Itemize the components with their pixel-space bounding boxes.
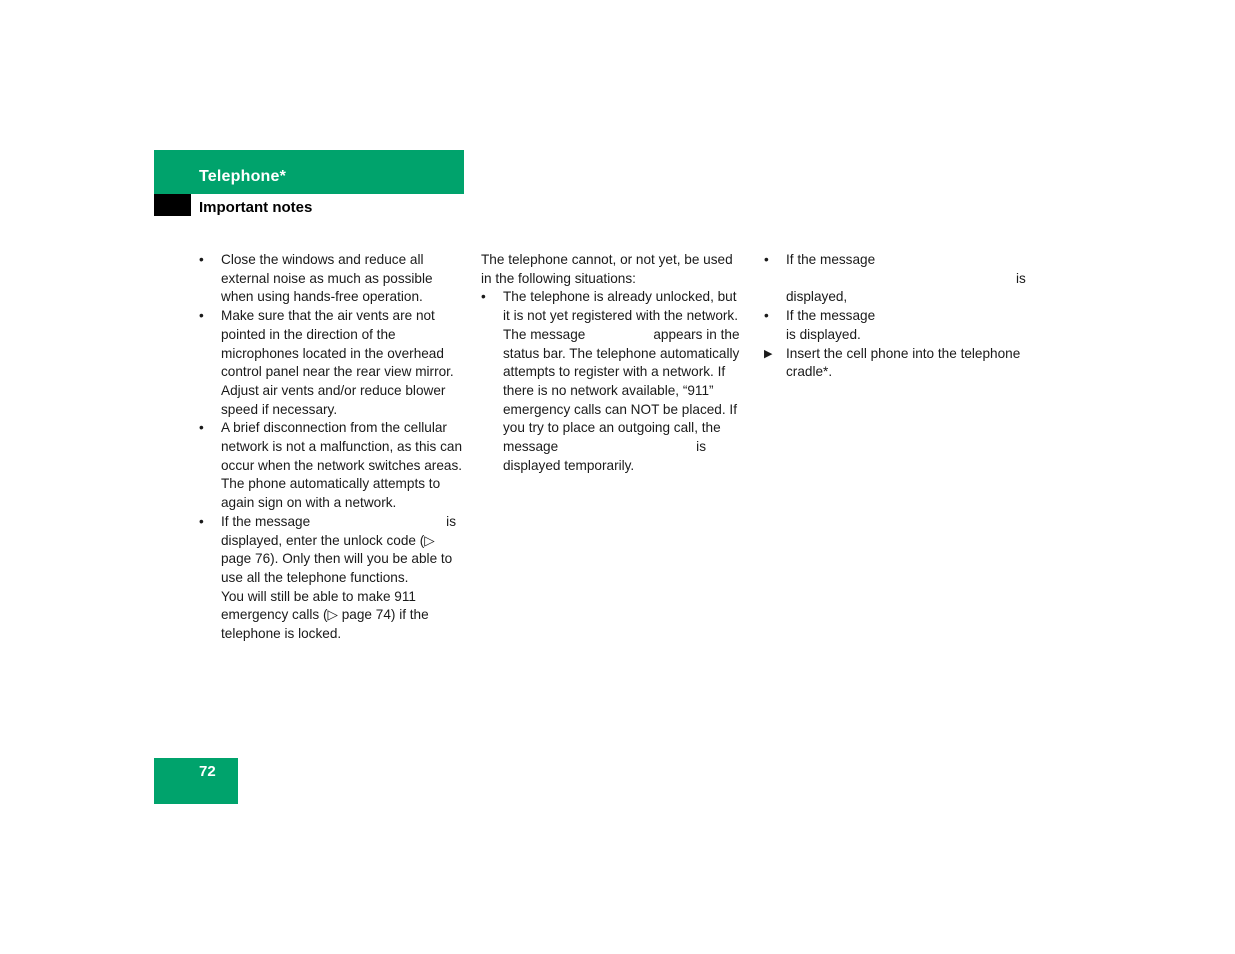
action-step bbox=[764, 345, 1030, 382]
list-item bbox=[481, 288, 747, 325]
list-item-text: If the message bbox=[786, 252, 876, 267]
list-item-text: If the message bbox=[786, 308, 876, 324]
list-item bbox=[199, 307, 465, 419]
arrow-right-icon: ▶ bbox=[764, 347, 773, 360]
note-text: is displayed temporarily. bbox=[503, 439, 706, 473]
list-item-text: If the message bbox=[221, 513, 311, 529]
bullet-icon: • bbox=[199, 308, 204, 324]
note-text: The message bbox=[503, 326, 586, 342]
subsection-title: Important notes bbox=[199, 199, 313, 216]
list-item-text: A brief disconnection from the cellular network is not a malfunction, as this can occur when the network switches areas. The phone automatically attempts to again sign on with a network. bbox=[221, 420, 463, 511]
list-item-text: The telephone is already unlocked, but it is not yet registered with the network. bbox=[503, 289, 738, 324]
list-item bbox=[764, 307, 1030, 344]
bullet-icon: • bbox=[199, 252, 204, 267]
list-item-text: is displayed, enter the unlock code (▷ page 76). Only then will you be able to use all the telephone functions. bbox=[221, 513, 456, 585]
bullet-icon: • bbox=[199, 420, 204, 436]
bullet-icon: • bbox=[481, 289, 486, 305]
text-column-3 bbox=[764, 251, 1030, 382]
action-step-text: Insert the cell phone into the telephone cradle*. bbox=[786, 345, 1021, 380]
list-item bbox=[764, 251, 1030, 307]
section-title: Telephone* bbox=[199, 168, 287, 185]
list-item-text: Close the windows and reduce all external noise as much as possible when using hands-free operation. bbox=[221, 252, 433, 305]
page-number: 72 bbox=[199, 763, 216, 780]
list-item-text: is displayed, bbox=[786, 270, 1026, 305]
subsection-marker bbox=[154, 194, 191, 216]
list-item-text: is displayed. bbox=[786, 326, 861, 342]
text-column-1 bbox=[199, 251, 465, 644]
bullet-icon: • bbox=[764, 308, 769, 324]
intro-paragraph: The telephone cannot, or not yet, be used in the following situations: bbox=[481, 252, 733, 286]
note-paragraph bbox=[481, 326, 747, 476]
list-item bbox=[199, 251, 465, 307]
list-item-text: Make sure that the air vents are not pointed in the direction of the microphones located in the overhead control panel near the rear view mirror. Adjust air vents and/or reduce blower speed if necessary. bbox=[221, 308, 454, 417]
note-text: appears in the status bar. The telephone automatically attempts to register with a network. If there is no network available, “911” emergency calls can NOT be placed. If you try to place an outgoing call, the message bbox=[503, 326, 740, 455]
text-column-2 bbox=[481, 251, 747, 475]
list-item bbox=[199, 419, 465, 513]
list-item bbox=[199, 513, 465, 588]
page-number-box bbox=[154, 758, 238, 804]
bullet-icon: • bbox=[199, 513, 204, 529]
bullet-icon: • bbox=[764, 252, 769, 267]
note-paragraph: You will still be able to make 911 emergency calls (▷ page 74) if the telephone is locked. bbox=[221, 588, 429, 642]
